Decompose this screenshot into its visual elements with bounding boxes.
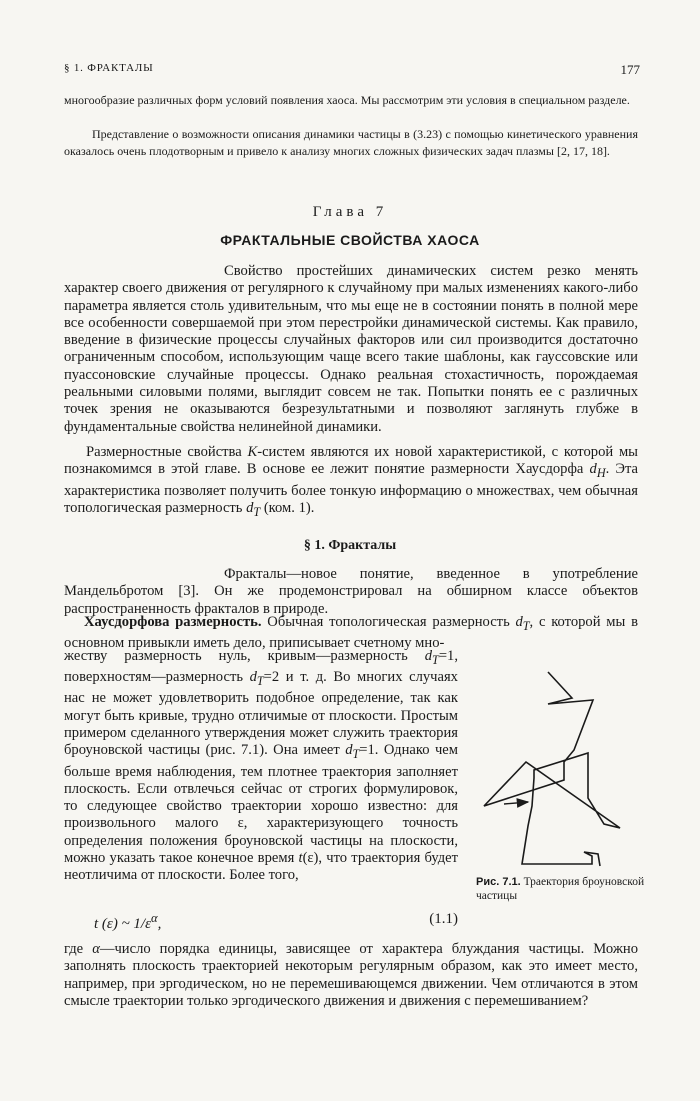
- kinetic-paragraph: Представление о возможности описания динамики частицы в (3.23) с помощью кинетического уравнения оказалось очень плодотворным и привело к анализу многих сложных физических задач плазмы [2, 17, 18].: [64, 127, 638, 158]
- math-dT: d: [424, 648, 433, 664]
- math-dH: d: [589, 461, 597, 478]
- math-dT-sub: T: [522, 618, 530, 633]
- text-span: Обычная топологическая размерность: [261, 614, 516, 630]
- math-dT: d: [515, 614, 523, 630]
- math-dT-sub: T: [352, 747, 360, 762]
- equation-formula: [94, 911, 161, 933]
- page-header: [64, 62, 640, 80]
- final-paragraph: [64, 941, 638, 1010]
- eq-body: t (ε) ~ 1/ε: [94, 916, 152, 932]
- math-dT-sub: T: [432, 652, 439, 667]
- eq-end: ,: [157, 916, 162, 932]
- text-span: (ком. 1).: [260, 499, 315, 516]
- eq-exponent: α: [151, 911, 158, 925]
- text-span: —число порядка единицы, зависящее от характера блуждания частицы. Можно заполнять плоскость траекторией некоторым регулярным образом, как это имеет место, например, при эргодическом, но не перемешивающемся движении. Чем отличаются в этом смысле траектории только эргодического движения и движения с перемешиванием?: [64, 941, 639, 1009]
- text-span: =2 и т. д. Во многих случаях нас не может удовлетворить подобное определение, так как могут быть кривые, трудно отличимые от плоскости. Простым примером сделанного утверждения может служить траектория броуновской частицы (рис. 7.1). Она имеет: [64, 669, 458, 759]
- trajectory-arrow: [504, 802, 528, 804]
- hausdorff-paragraph-wrap: [64, 648, 458, 885]
- text-span: -систем являются их новой характеристикой, с которой мы познакомимся в этой главе. В основе ее лежит понятие размерности Хаусдорфа: [64, 444, 638, 478]
- equation-number: (1.1): [429, 911, 458, 927]
- equation-1-1: [64, 911, 458, 931]
- trajectory-line: [484, 672, 620, 866]
- figure-caption-text: Траектория броуновской частицы: [476, 876, 645, 902]
- text-span: где: [64, 941, 93, 957]
- intro-paragraph-2: [64, 444, 638, 521]
- section-title: § 1. Фракталы: [303, 538, 397, 553]
- figure-brownian-trajectory: [468, 658, 640, 898]
- math-dT: d: [246, 499, 254, 516]
- chapter-label: Глава 7: [312, 204, 388, 220]
- intro-paragraph-1: Свойство простейших динамических систем резко менять характер своего движения от регулярного к случайному при малых изменениях какого-либо параметра является столь удивительным, что мы еще не в состоянии понять в полной мере все особенности совершаемой при этом перестройки динамической системы. Как правило, введение в физические процессы случайных факторов или сил производится достаточно ограниченным способом, использующим чаще всего такие шаблоны, как гауссовские или пуассоновские случайные процессы. Однако реальная стохастичность, порождаемая реальными силовыми полями, выглядит совсем не так. Попытки понять ее с различных точек зрения не оказываются безрезультатными и позволяют заглянуть глубже в фундаментальные свойства нелинейной динамики.: [64, 263, 638, 435]
- brownian-path-drawing: [468, 658, 640, 874]
- text-span: =1. Однако чем больше время наблюдения, тем плотнее траектория заполняет плоскость. Если отвлечься сейчас от строгих формулировок, то следующее свойство траектории хорошо известно: для произвольного малого ε, характеризующего точность определения положения броуновской частицы на плоскости, можно указать такое конечное время: [64, 742, 458, 866]
- math-K: K: [247, 444, 258, 460]
- hausdorff-heading: Хаусдорфова размерность.: [84, 614, 262, 630]
- math-dT-sub: T: [253, 504, 261, 519]
- text-span: , что траектория будет неотличима от плоскости. Более того,: [64, 849, 459, 884]
- text-span: (ε): [302, 849, 319, 866]
- chapter-title: ФРАКТАЛЬНЫЕ СВОЙСТВА ХАОСА: [220, 232, 480, 248]
- math-dT: d: [249, 669, 257, 686]
- page-number: 177: [620, 62, 640, 77]
- text-span: жеству размерность нуль, кривым—размерность: [64, 648, 425, 664]
- math-t: t: [298, 849, 303, 866]
- text-span: Размерностные свойства: [86, 444, 248, 460]
- carryover-paragraph: многообразие различных форм условий появления хаоса. Мы рассмотрим эти условия в специальном разделе.: [64, 93, 630, 107]
- math-dT-sub: T: [256, 674, 264, 689]
- figure-caption: [476, 875, 646, 903]
- math-dT: d: [345, 742, 353, 759]
- hausdorff-paragraph-start: [64, 614, 638, 653]
- figure-label: Рис. 7.1.: [476, 876, 521, 888]
- text-span: , с которой мы в основном привыкли иметь дело, приписывает счетному мно-: [64, 614, 638, 652]
- math-dH-sub: H: [596, 466, 606, 481]
- fractals-paragraph: Фракталы—новое понятие, введенное в употребление Мандельбротом [3]. Он же продемонстрировал на обширном классе объектов распространенность фракталов в природе.: [64, 566, 638, 617]
- running-head: § 1. ФРАКТАЛЫ: [64, 62, 154, 74]
- text-span: =1, поверхностям—размерность: [64, 648, 458, 686]
- math-alpha: α: [92, 941, 100, 957]
- text-span: . Эта характеристика позволяет получить более тонкую информацию о множествах, чем обычная топологическая размерность: [64, 461, 639, 516]
